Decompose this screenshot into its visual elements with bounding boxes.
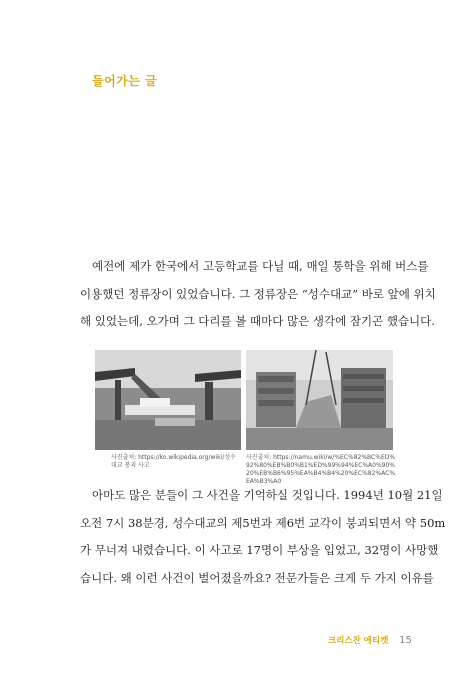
paragraph-line: 예전에 제가 한국에서 고등학교를 다닐 때, 매일 통학을 위해 버스를 xyxy=(92,259,429,273)
paragraph-line: 해 있었는데, 오가며 그 다리를 볼 때마다 많은 생각에 잠기곤 했습니다. xyxy=(80,314,435,328)
paragraph-line: 아마도 많은 분들이 그 사건을 기억하실 것입니다. 1994년 10월 21일 xyxy=(92,488,443,502)
paragraph-line: 습니다. 왜 이런 사건이 벌어졌을까요? 전문가들은 크게 두 가지 이유를 xyxy=(80,570,434,585)
photo-caption-left: 사진출처: https://ko.wikipedia.org/wiki/성수대교 붕괴 사고 xyxy=(111,454,236,469)
footer-book-title: 크리스찬 에티켓 xyxy=(328,636,389,646)
page-number: 15 xyxy=(399,635,412,646)
paragraph-line: 오전 7시 38분경, 성수대교의 제5번과 제6번 교각이 붕괴되면서 약 50m xyxy=(80,515,446,530)
page-footer xyxy=(328,634,412,646)
building-collapse-photo xyxy=(246,350,393,450)
body-paragraph xyxy=(80,482,446,592)
intro-paragraph xyxy=(80,253,436,336)
section-title: 들어가는 글 xyxy=(92,74,158,88)
photo-caption-right: 사진출처: https://namu.wiki/w/%EC%82%BC%ED%92%80%EB%B0%B1%ED%99%94%EC%A0%90%20%EB%B6%95%EA%B4%B4%20%EC%82%AC%EA%B3%A0 xyxy=(246,454,396,485)
paragraph-line: 이용했던 정류장이 있었습니다. 그 정류장은 “성수대교” 바로 앞에 위치 xyxy=(80,286,436,301)
bridge-collapse-photo xyxy=(95,350,241,450)
paragraph-line: 가 무너져 내렸습니다. 이 사고로 17명이 부상을 입었고, 32명이 사망했 xyxy=(80,543,439,557)
